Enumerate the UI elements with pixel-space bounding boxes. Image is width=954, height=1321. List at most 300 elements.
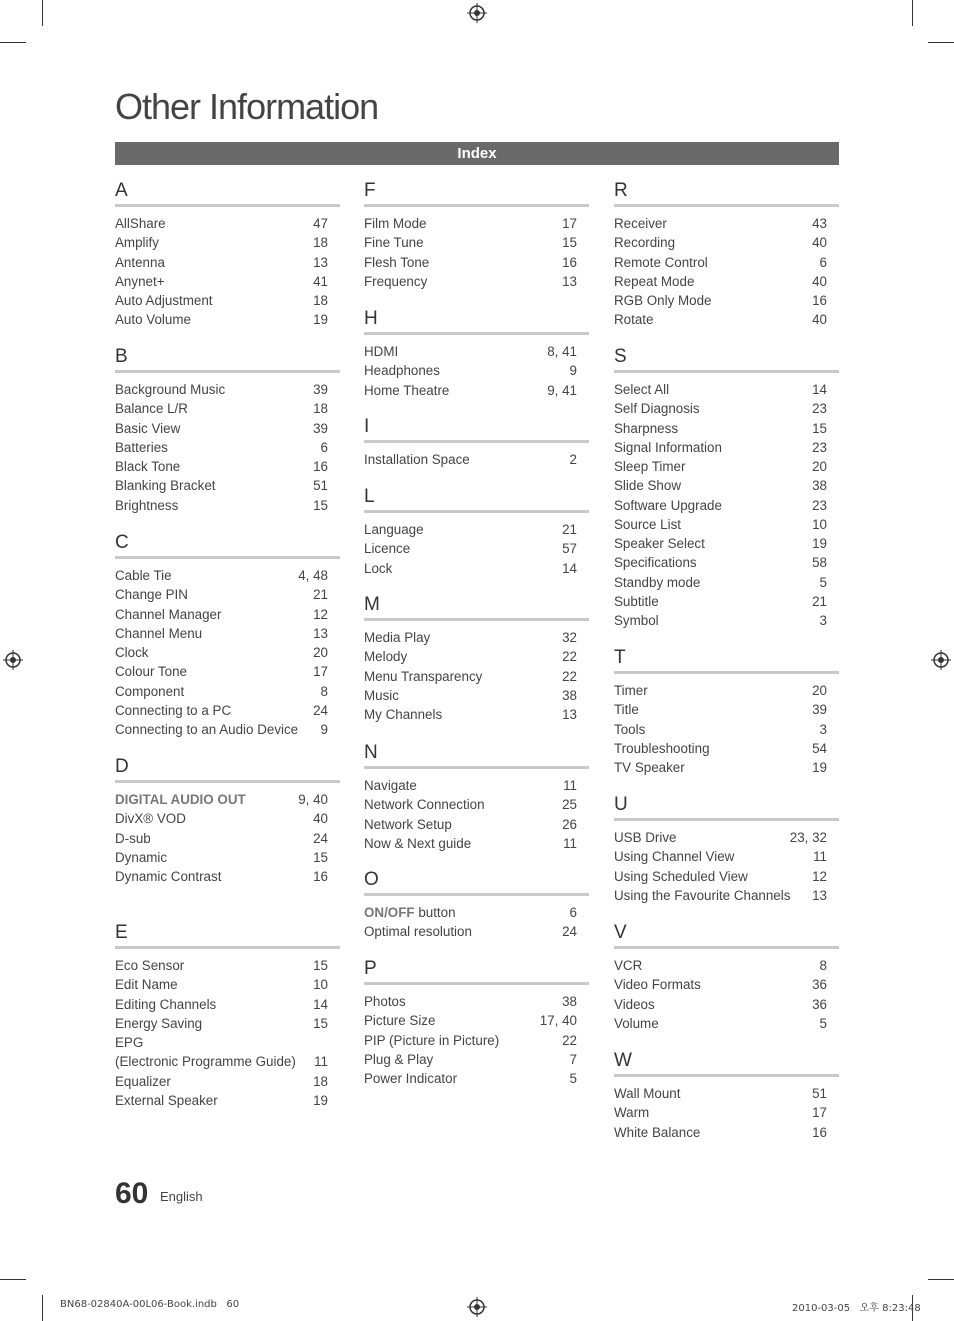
index-page-ref: 9	[320, 722, 328, 737]
index-entry	[364, 559, 589, 578]
crop-mark	[912, 0, 913, 26]
index-page-ref: 6	[320, 439, 328, 455]
index-page-ref: 12	[812, 868, 827, 884]
index-page-ref: 51	[812, 1086, 827, 1101]
index-term: HDMI	[364, 344, 399, 359]
index-page-ref: 41	[313, 273, 328, 289]
index-entry	[614, 995, 839, 1014]
index-page-ref: 38	[812, 478, 827, 494]
index-page-ref: 15	[313, 849, 328, 865]
index-entry	[614, 1014, 839, 1033]
index-letter-heading: H	[364, 308, 589, 335]
index-entry	[364, 253, 589, 272]
index-term: Language	[364, 522, 424, 537]
index-page-ref: 13	[812, 887, 827, 903]
index-term: Volume	[614, 1015, 659, 1031]
index-entry	[364, 992, 589, 1011]
print-slug-file: BN68-02840A-00L06-Book.indb 60	[60, 1299, 240, 1310]
index-term: Specifications	[614, 555, 697, 571]
index-page-ref: 14	[313, 996, 328, 1012]
index-page-ref: 5	[819, 574, 827, 590]
index-letter-heading: C	[115, 532, 340, 559]
page-number: 60	[115, 1177, 149, 1210]
index-term: Tools	[614, 721, 646, 737]
index-group-m	[364, 594, 589, 724]
index-letter-heading: D	[115, 756, 340, 783]
index-page-ref: 16	[313, 869, 328, 884]
index-group-w	[614, 1050, 839, 1142]
index-page-ref: 23	[812, 497, 827, 513]
index-term: Fine Tune	[364, 235, 424, 251]
index-term: DIGITAL AUDIO OUT	[115, 792, 246, 807]
crop-mark	[928, 42, 954, 43]
index-group-n	[364, 742, 589, 853]
index-term	[364, 903, 456, 922]
index-page-ref: 32	[562, 630, 577, 645]
index-term: Channel Menu	[115, 625, 203, 641]
index-entry-list	[614, 681, 839, 777]
index-term: Editing Channels	[115, 996, 217, 1012]
index-term: Sharpness	[614, 420, 679, 436]
index-page-ref: 40	[313, 811, 328, 827]
index-entry	[364, 381, 589, 400]
index-entry	[614, 592, 839, 611]
index-term: Photos	[364, 994, 406, 1009]
index-page-ref: 16	[812, 1124, 827, 1140]
index-entry	[614, 681, 839, 700]
index-entry	[115, 682, 340, 701]
index-entry	[115, 829, 340, 848]
index-entry	[364, 272, 589, 291]
index-entry	[115, 848, 340, 867]
index-page-ref: 19	[812, 536, 827, 551]
index-page-ref: 15	[562, 235, 577, 251]
index-term: Channel Manager	[115, 606, 222, 622]
index-entry	[364, 450, 589, 469]
index-term: Wall Mount	[614, 1086, 681, 1101]
index-entry	[614, 828, 839, 847]
index-entry	[614, 515, 839, 534]
index-entry-list	[115, 790, 340, 886]
index-term: Equalizer	[115, 1073, 171, 1089]
index-entry	[614, 310, 839, 329]
index-term: Source List	[614, 516, 681, 532]
index-letter-heading: R	[614, 180, 839, 207]
index-term: Background Music	[115, 382, 226, 397]
index-term: Menu Transparency	[364, 668, 483, 684]
index-entry	[614, 419, 839, 438]
index-entry	[614, 1103, 839, 1122]
index-term: Media Play	[364, 630, 431, 645]
index-term-bold: ON/OFF	[364, 905, 415, 920]
index-entry	[364, 520, 589, 539]
index-entry	[614, 739, 839, 758]
index-letter-heading: S	[614, 346, 839, 373]
index-entry	[115, 399, 340, 418]
index-page-ref: 17, 40	[539, 1013, 577, 1029]
index-page-ref: 26	[562, 816, 577, 832]
index-entry	[614, 573, 839, 592]
index-term: Music	[364, 687, 399, 703]
index-term: Video Formats	[614, 977, 701, 993]
index-group-d	[115, 756, 340, 886]
index-entry	[364, 776, 589, 795]
index-term: Connecting to a PC	[115, 702, 232, 718]
index-page-ref: 15	[313, 1015, 328, 1031]
index-page-ref: 20	[313, 645, 328, 660]
index-entry	[364, 1011, 589, 1030]
index-page-ref: 8	[819, 958, 827, 973]
index-entry	[614, 611, 839, 630]
index-entry-list	[115, 566, 340, 739]
index-letter-heading: T	[614, 647, 839, 674]
index-term: Recording	[614, 235, 676, 251]
index-entry	[115, 995, 340, 1014]
index-term: PIP (Picture in Picture)	[364, 1032, 500, 1048]
index-entry	[115, 605, 340, 624]
index-page-ref: 15	[313, 958, 328, 973]
index-page-ref: 2	[569, 452, 577, 467]
index-entry	[614, 476, 839, 495]
index-entry	[115, 662, 340, 681]
index-page-ref: 18	[313, 1073, 328, 1089]
index-page-ref: 20	[812, 459, 827, 474]
index-term: Rotate	[614, 312, 654, 328]
index-term: Software Upgrade	[614, 497, 722, 513]
index-page-ref: 36	[812, 996, 827, 1012]
index-entry	[115, 720, 340, 739]
index-entry	[614, 438, 839, 457]
index-page-ref: 11	[813, 849, 827, 865]
index-entry-list	[614, 956, 839, 1033]
index-letter-heading: P	[364, 958, 589, 985]
index-page-ref: 15	[313, 497, 328, 513]
index-page-ref: 13	[313, 625, 328, 641]
index-group-s	[614, 346, 839, 630]
index-term-suffix: button	[414, 905, 456, 920]
index-page-ref: 18	[313, 293, 328, 308]
registration-mark-icon	[931, 650, 951, 670]
index-page-ref: 38	[562, 687, 577, 703]
index-letter-heading: N	[364, 742, 589, 769]
index-group-v	[614, 922, 839, 1033]
index-page-ref: 10	[812, 516, 827, 532]
index-term: Balance L/R	[115, 401, 188, 417]
index-page-ref: 9	[569, 363, 577, 379]
index-page-ref: 17	[313, 664, 328, 680]
index-page-ref: 10	[313, 977, 328, 993]
index-entry	[115, 233, 340, 252]
index-entry	[364, 1031, 589, 1050]
crop-mark	[42, 0, 43, 26]
index-term: Troubleshooting	[614, 740, 710, 756]
index-entry	[364, 686, 589, 705]
index-term: (Electronic Programme Guide)	[115, 1054, 296, 1070]
index-page-ref: 16	[562, 254, 577, 270]
index-term: Self Diagnosis	[614, 401, 700, 417]
index-entry	[115, 790, 340, 809]
section-header: Index	[115, 142, 839, 165]
index-entry	[614, 847, 839, 866]
index-term: Videos	[614, 996, 655, 1012]
index-entry-list	[364, 214, 589, 291]
index-entry	[364, 795, 589, 814]
index-page-ref: 51	[313, 478, 328, 494]
index-entry-list	[614, 828, 839, 905]
index-page-ref: 38	[562, 994, 577, 1009]
index-term: Picture Size	[364, 1013, 436, 1029]
index-entry	[115, 975, 340, 994]
index-page-ref: 22	[562, 668, 577, 684]
index-entry	[115, 624, 340, 643]
index-entry	[115, 253, 340, 272]
index-term: TV Speaker	[614, 760, 685, 775]
index-entry	[364, 342, 589, 361]
index-entry	[614, 272, 839, 291]
index-entry	[115, 457, 340, 476]
index-term: Symbol	[614, 613, 659, 628]
index-group-b	[115, 346, 340, 515]
index-entry	[614, 399, 839, 418]
index-entry	[115, 566, 340, 585]
index-page-ref: 21	[812, 593, 827, 609]
index-group-u	[614, 794, 839, 905]
index-page-ref: 23	[812, 401, 827, 417]
index-entry	[115, 438, 340, 457]
index-letter-heading: M	[364, 594, 589, 621]
index-term: Cable Tie	[115, 568, 172, 583]
index-term: Edit Name	[115, 977, 178, 993]
index-page-ref: 8, 41	[547, 344, 577, 359]
index-page-ref: 43	[812, 216, 827, 231]
index-term: Basic View	[115, 420, 181, 436]
index-page-ref: 11	[563, 835, 577, 851]
crop-mark	[0, 1279, 26, 1280]
index-page-ref: 39	[812, 702, 827, 718]
index-letter-heading: O	[364, 869, 589, 896]
crop-mark	[928, 1279, 954, 1280]
registration-mark-icon	[467, 1297, 487, 1317]
index-page-ref: 11	[314, 1054, 328, 1070]
index-page-ref: 13	[562, 707, 577, 722]
index-group-o	[364, 869, 589, 942]
index-entry	[115, 476, 340, 495]
index-entry	[115, 956, 340, 975]
index-page-ref: 19	[812, 760, 827, 775]
index-page-ref: 23, 32	[789, 830, 827, 845]
index-letter-heading: E	[115, 922, 340, 949]
index-entry	[614, 553, 839, 572]
index-term: Batteries	[115, 439, 168, 455]
index-entry	[364, 628, 589, 647]
index-term: Warm	[614, 1105, 650, 1121]
index-term: VCR	[614, 958, 643, 973]
index-entry	[614, 975, 839, 994]
index-term: Plug & Play	[364, 1051, 434, 1067]
index-term: D-sub	[115, 830, 151, 846]
index-term: Slide Show	[614, 478, 681, 494]
index-term: Optimal resolution	[364, 924, 472, 940]
index-entry	[614, 1084, 839, 1103]
index-term: Timer	[614, 683, 648, 698]
index-entry-list	[364, 520, 589, 578]
index-page-ref: 5	[569, 1071, 577, 1086]
index-term: Connecting to an Audio Device	[115, 722, 299, 737]
index-entry	[614, 758, 839, 777]
index-entry	[115, 310, 340, 329]
index-term: Anynet+	[115, 273, 165, 289]
index-page-ref: 16	[812, 293, 827, 308]
index-page-ref: 22	[562, 1032, 577, 1048]
index-letter-heading: B	[115, 346, 340, 373]
index-page-ref: 24	[562, 924, 577, 940]
index-group-l	[364, 486, 589, 578]
index-entry	[115, 1014, 340, 1033]
index-entry	[364, 903, 589, 922]
index-page-ref: 3	[819, 613, 827, 628]
index-term: Power Indicator	[364, 1071, 458, 1086]
index-page-ref: 39	[313, 420, 328, 436]
index-term: Repeat Mode	[614, 273, 695, 289]
index-page-ref: 11	[563, 778, 577, 793]
index-entry	[614, 380, 839, 399]
index-letter-heading: V	[614, 922, 839, 949]
index-entry	[364, 834, 589, 853]
index-entry	[364, 214, 589, 233]
index-term: External Speaker	[115, 1092, 218, 1108]
index-term: Receiver	[614, 216, 667, 231]
index-page-ref: 9, 41	[547, 382, 577, 398]
index-page-ref: 17	[562, 216, 577, 231]
index-term: Home Theatre	[364, 382, 450, 398]
index-letter-heading: W	[614, 1050, 839, 1077]
index-page-ref: 19	[313, 1092, 328, 1108]
index-page-ref: 21	[313, 587, 328, 603]
index-entry	[364, 815, 589, 834]
index-term: Melody	[364, 649, 408, 665]
index-entry	[115, 291, 340, 310]
index-group-p	[364, 958, 589, 1088]
index-entry	[364, 1069, 589, 1088]
index-entry	[115, 1033, 340, 1052]
index-term: My Channels	[364, 707, 443, 722]
index-page-ref: 47	[313, 216, 328, 231]
index-term: Colour Tone	[115, 664, 187, 680]
index-page-ref: 6	[819, 254, 827, 270]
index-term: Select All	[614, 382, 670, 397]
index-letter-heading: U	[614, 794, 839, 821]
index-page-ref: 5	[819, 1015, 827, 1031]
index-page-ref: 40	[812, 312, 827, 328]
index-term: DivX® VOD	[115, 811, 186, 827]
index-group-c	[115, 532, 340, 739]
index-term: White Balance	[614, 1124, 701, 1140]
index-entry	[115, 809, 340, 828]
index-page-ref: 3	[819, 721, 827, 737]
index-entry	[364, 361, 589, 380]
index-entry	[364, 539, 589, 558]
index-page-ref: 23	[812, 439, 827, 455]
index-page-ref: 22	[562, 649, 577, 665]
index-entry	[614, 1123, 839, 1142]
index-entry	[115, 419, 340, 438]
index-entry	[115, 1072, 340, 1091]
index-page-ref: 40	[812, 235, 827, 251]
page-language: English	[160, 1189, 203, 1204]
index-term: Blanking Bracket	[115, 478, 216, 494]
index-term: Component	[115, 683, 185, 699]
index-entry-list	[364, 903, 589, 942]
index-term: Dynamic Contrast	[115, 869, 222, 884]
index-term: Lock	[364, 560, 393, 576]
index-entry	[614, 214, 839, 233]
index-page-ref: 21	[562, 522, 577, 537]
index-letter-heading: L	[364, 486, 589, 513]
index-term: RGB Only Mode	[614, 293, 712, 308]
index-entry	[614, 886, 839, 905]
index-entry	[115, 585, 340, 604]
index-entry-list	[614, 214, 839, 330]
index-entry-list	[115, 380, 340, 515]
index-entry-list	[364, 342, 589, 400]
index-entry	[115, 272, 340, 291]
index-term: Black Tone	[115, 459, 181, 474]
index-term: Now & Next guide	[364, 835, 472, 851]
index-term: Clock	[115, 645, 149, 660]
index-entry	[614, 534, 839, 553]
index-group-h	[364, 308, 589, 400]
index-entry	[614, 700, 839, 719]
index-term: USB Drive	[614, 830, 677, 845]
index-entry	[115, 1091, 340, 1110]
index-term: Film Mode	[364, 216, 427, 231]
index-entry	[614, 291, 839, 310]
page-title: Other Information	[115, 86, 379, 127]
index-page-ref: 14	[562, 560, 577, 576]
index-term: Using the Favourite Channels	[614, 887, 791, 903]
index-term: Network Connection	[364, 797, 485, 813]
index-page-ref: 6	[569, 905, 577, 920]
index-page-ref: 57	[562, 541, 577, 557]
index-entry	[614, 867, 839, 886]
index-entry	[115, 496, 340, 515]
index-entry-list	[364, 628, 589, 724]
index-page-ref: 17	[812, 1105, 827, 1121]
index-entry	[115, 380, 340, 399]
index-term: Using Channel View	[614, 849, 735, 865]
index-entry-list	[614, 380, 839, 630]
index-letter-heading: A	[115, 180, 340, 207]
index-entry	[614, 496, 839, 515]
index-group-i	[364, 416, 589, 469]
index-page-ref: 54	[812, 740, 827, 756]
index-term: Sleep Timer	[614, 459, 686, 474]
index-term: Eco Sensor	[115, 958, 185, 973]
index-page-ref: 4, 48	[298, 568, 328, 583]
index-page-ref: 15	[812, 420, 827, 436]
index-entry	[115, 1052, 340, 1071]
crop-mark	[0, 42, 26, 43]
index-letter-heading: F	[364, 180, 589, 207]
index-page-ref: 13	[562, 273, 577, 289]
index-page-ref: 20	[812, 683, 827, 698]
index-page-ref: 36	[812, 977, 827, 993]
index-group-r	[614, 180, 839, 330]
index-entry-list	[364, 992, 589, 1088]
index-group-e	[115, 922, 340, 1110]
index-entry-list	[614, 1084, 839, 1142]
index-page-ref: 18	[313, 401, 328, 417]
